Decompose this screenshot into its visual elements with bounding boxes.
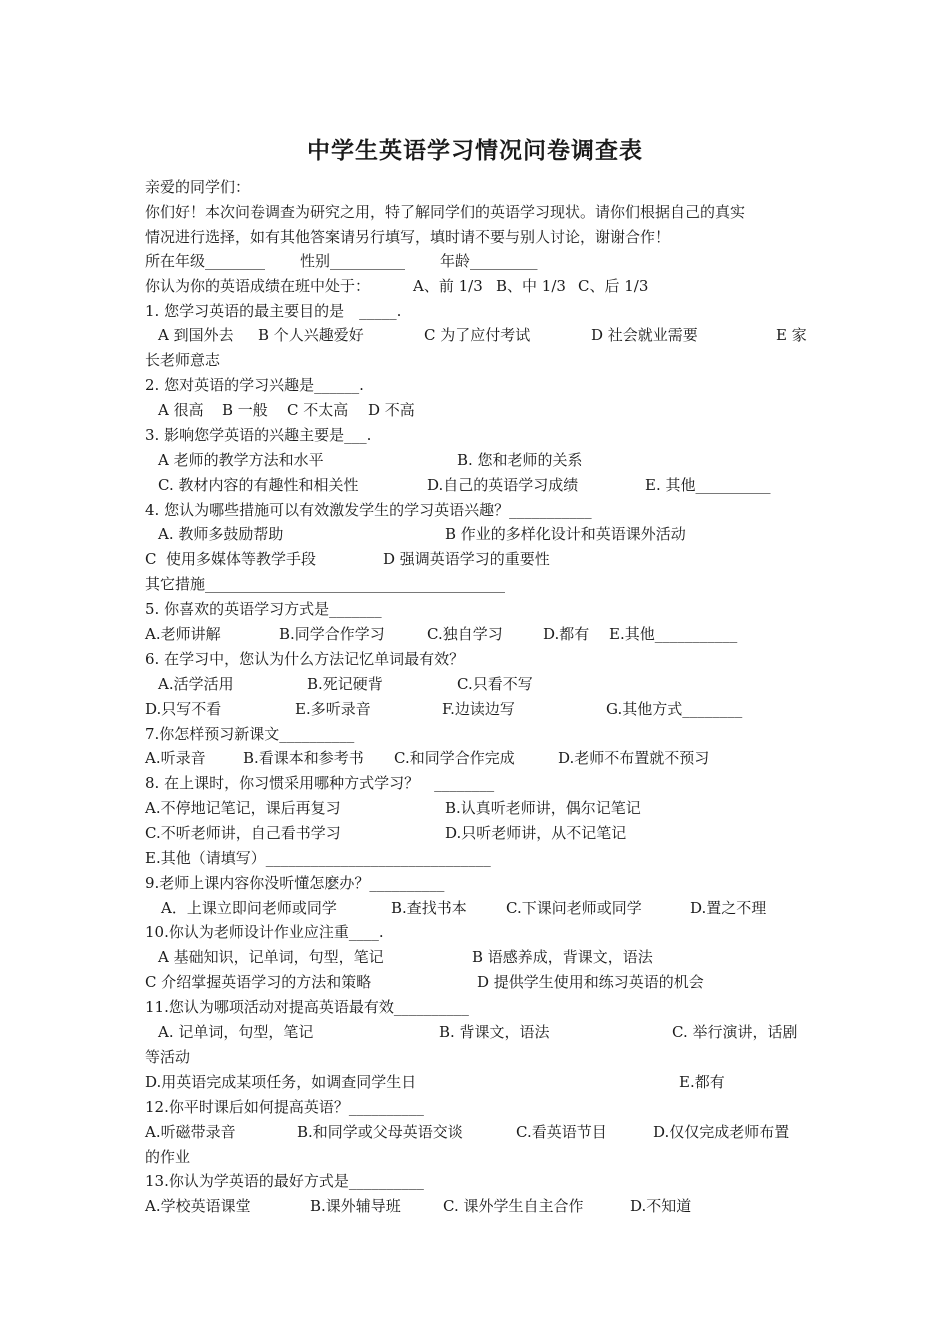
q6-option-d[interactable]: D.只写不看 bbox=[145, 700, 222, 718]
q6-options-row-2 bbox=[145, 698, 743, 720]
grade-field[interactable]: 所在年级________ bbox=[145, 252, 266, 270]
q13-option-d[interactable]: D.不知道 bbox=[630, 1197, 692, 1215]
rank-option-a[interactable]: A、前 1/3 bbox=[413, 277, 483, 295]
q10-options-row-1 bbox=[145, 946, 653, 968]
q11-option-a[interactable]: A. 记单词，句型，笔记 bbox=[158, 1023, 314, 1041]
q2-options bbox=[145, 399, 415, 421]
q8-option-d[interactable]: D.只听老师讲，从不记笔记 bbox=[445, 824, 627, 842]
q4-other-field[interactable]: 其它措施________________________________________ bbox=[145, 575, 506, 593]
q4-option-d[interactable]: D 强调英语学习的重要性 bbox=[383, 550, 550, 568]
q3-option-b[interactable]: B. 您和老师的关系 bbox=[457, 451, 583, 469]
q3-options-row-1 bbox=[145, 449, 583, 471]
q7-option-b[interactable]: B.看课本和参考书 bbox=[243, 749, 364, 767]
q4-options-row-1 bbox=[145, 523, 686, 545]
q9-option-a[interactable]: A．上课立即问老师或同学 bbox=[161, 899, 337, 917]
q10-option-d[interactable]: D 提供学生使用和练习英语的机会 bbox=[477, 973, 704, 991]
q2-option-a[interactable]: A 很高 bbox=[158, 401, 204, 419]
q8-options-row-2 bbox=[145, 822, 627, 844]
q9-option-c[interactable]: C.下课问老师或同学 bbox=[506, 899, 642, 917]
q5-option-b[interactable]: B.同学合作学习 bbox=[279, 625, 385, 643]
q2-question: 2. 您对英语的学习兴趣是______. bbox=[145, 376, 364, 394]
rank-row bbox=[145, 275, 649, 297]
rank-option-b[interactable]: B、中 1/3 bbox=[496, 277, 566, 295]
q6-option-b[interactable]: B.死记硬背 bbox=[307, 675, 383, 693]
q8-question: 8. 在上课时，你习惯采用哪种方式学习？ ________ bbox=[145, 774, 495, 792]
q3-option-d[interactable]: D.自己的英语学习成绩 bbox=[427, 476, 579, 494]
intro-line-2: 情况进行选择，如有其他答案请另行填写，填时请不要与别人讨论，谢谢合作！ bbox=[145, 228, 671, 246]
q10-option-c[interactable]: C 介绍掌握英语学习的方法和策略 bbox=[145, 973, 372, 991]
q13-option-a[interactable]: A.学校英语课堂 bbox=[145, 1197, 251, 1215]
q1-option-d[interactable]: D 社会就业需要 bbox=[591, 326, 698, 344]
q5-option-a[interactable]: A.老师讲解 bbox=[145, 625, 221, 643]
q6-option-g[interactable]: G.其他方式________ bbox=[606, 700, 743, 718]
q8-option-a[interactable]: A.不停地记笔记，课后再复习 bbox=[145, 799, 341, 817]
q11-option-b[interactable]: B. 背课文，语法 bbox=[439, 1023, 550, 1041]
q12-option-c[interactable]: C.看英语节目 bbox=[516, 1123, 607, 1141]
q6-options-row-1 bbox=[145, 673, 533, 695]
q2-option-c[interactable]: C 不太高 bbox=[287, 401, 349, 419]
q8-option-b[interactable]: B.认真听老师讲，偶尔记笔记 bbox=[445, 799, 641, 817]
q11-option-e[interactable]: E.都有 bbox=[679, 1073, 725, 1091]
q11-options-row-2 bbox=[145, 1071, 725, 1093]
q9-question: 9.老师上课内容你没听懂怎麽办？__________ bbox=[145, 874, 445, 892]
intro-line-1: 你们好！本次问卷调查为研究之用，特了解同学们的英语学习现状。请你们根据自己的真实 bbox=[145, 203, 746, 221]
q6-option-a[interactable]: A.活学活用 bbox=[158, 675, 234, 693]
q7-option-a[interactable]: A.听录音 bbox=[145, 749, 206, 767]
q7-question: 7.你怎样预习新课文__________ bbox=[145, 725, 355, 743]
q11-options-row-1 bbox=[145, 1021, 798, 1043]
q11-option-c[interactable]: C. 举行演讲，话剧 bbox=[672, 1023, 798, 1041]
q9-options bbox=[145, 897, 767, 919]
q3-option-a[interactable]: A 老师的教学方法和水平 bbox=[158, 451, 324, 469]
q5-option-d[interactable]: D.都有 bbox=[543, 625, 590, 643]
q3-options-row-2 bbox=[145, 474, 771, 496]
q7-option-c[interactable]: C.和同学合作完成 bbox=[394, 749, 515, 767]
q13-option-b[interactable]: B.课外辅导班 bbox=[310, 1197, 401, 1215]
q10-options-row-2 bbox=[145, 971, 704, 993]
q12-option-a[interactable]: A.听磁带录音 bbox=[145, 1123, 236, 1141]
q10-question: 10.你认为老师设计作业应注重____. bbox=[145, 923, 384, 941]
q5-options bbox=[145, 623, 738, 645]
q1-option-e-cont: 长老师意志 bbox=[145, 351, 221, 369]
q4-option-c[interactable]: C 使用多媒体等教学手段 bbox=[145, 550, 317, 568]
q12-question: 12.你平时课后如何提高英语？__________ bbox=[145, 1098, 424, 1116]
q6-option-c[interactable]: C.只看不写 bbox=[457, 675, 533, 693]
q4-options-row-2 bbox=[145, 548, 550, 570]
rank-question: 你认为你的英语成绩在班中处于： bbox=[145, 277, 371, 295]
q11-option-c-cont: 等活动 bbox=[145, 1048, 191, 1066]
q2-option-d[interactable]: D 不高 bbox=[368, 401, 415, 419]
q5-option-e[interactable]: E.其他___________ bbox=[609, 625, 738, 643]
q13-option-c[interactable]: C. 课外学生自主合作 bbox=[443, 1197, 584, 1215]
rank-option-c[interactable]: C、后 1/3 bbox=[578, 277, 649, 295]
gender-field[interactable]: 性别__________ bbox=[300, 252, 406, 270]
page-title: 中学生英语学习情况问卷调查表 bbox=[307, 137, 643, 164]
q9-option-b[interactable]: B.查找书本 bbox=[391, 899, 467, 917]
q6-option-e[interactable]: E.多听录音 bbox=[295, 700, 371, 718]
q8-options-row-1 bbox=[145, 797, 641, 819]
q8-option-e[interactable]: E.其他（请填写）______________________________ bbox=[145, 849, 491, 867]
q4-option-b[interactable]: B 作业的多样化设计和英语课外活动 bbox=[445, 525, 686, 543]
q11-question: 11.您认为哪项活动对提高英语最有效__________ bbox=[145, 998, 469, 1016]
q7-option-d[interactable]: D.老师不布置就不预习 bbox=[558, 749, 710, 767]
q1-option-a[interactable]: A 到国外去 bbox=[158, 326, 234, 344]
q8-option-c[interactable]: C.不听老师讲，自己看书学习 bbox=[145, 824, 341, 842]
q1-option-e[interactable]: E 家 bbox=[776, 326, 807, 344]
q4-option-a[interactable]: A. 教师多鼓励帮助 bbox=[158, 525, 284, 543]
q2-option-b[interactable]: B 一般 bbox=[222, 401, 268, 419]
q1-option-b[interactable]: B 个人兴趣爱好 bbox=[258, 326, 364, 344]
q9-option-d[interactable]: D.置之不理 bbox=[690, 899, 767, 917]
q3-question: 3. 影响您学英语的兴趣主要是___. bbox=[145, 426, 372, 444]
q5-option-c[interactable]: C.独自学习 bbox=[427, 625, 503, 643]
greeting: 亲爱的同学们： bbox=[145, 178, 251, 196]
q1-option-c[interactable]: C 为了应付考试 bbox=[424, 326, 531, 344]
q5-question: 5. 你喜欢的英语学习方式是_______ bbox=[145, 600, 382, 618]
q1-options bbox=[145, 324, 807, 346]
q13-question: 13.你认为学英语的最好方式是__________ bbox=[145, 1172, 424, 1190]
q10-option-b[interactable]: B 语感养成，背课文，语法 bbox=[472, 948, 653, 966]
q6-question: 6. 在学习中，您认为什么方法记忆单词最有效？ bbox=[145, 650, 465, 668]
q6-option-f[interactable]: F.边读边写 bbox=[442, 700, 515, 718]
q12-options bbox=[145, 1121, 790, 1143]
q3-option-c[interactable]: C. 教材内容的有趣性和相关性 bbox=[158, 476, 359, 494]
info-row bbox=[145, 250, 538, 272]
q10-option-a[interactable]: A 基础知识，记单词，句型，笔记 bbox=[158, 948, 384, 966]
q12-option-d-cont: 的作业 bbox=[145, 1148, 191, 1166]
q12-option-b[interactable]: B.和同学或父母英语交谈 bbox=[297, 1123, 463, 1141]
q12-option-d[interactable]: D.仅仅完成老师布置 bbox=[653, 1123, 790, 1141]
age-field[interactable]: 年龄_________ bbox=[440, 252, 538, 270]
q11-option-d[interactable]: D.用英语完成某项任务，如调查同学生日 bbox=[145, 1073, 417, 1091]
q7-options bbox=[145, 747, 710, 769]
q3-option-e[interactable]: E. 其他__________ bbox=[645, 476, 771, 494]
q4-question: 4. 您认为哪些措施可以有效激发学生的学习英语兴趣？___________ bbox=[145, 501, 592, 519]
q1-question: 1. 您学习英语的最主要目的是 _____. bbox=[145, 302, 402, 320]
q13-options bbox=[145, 1195, 692, 1217]
